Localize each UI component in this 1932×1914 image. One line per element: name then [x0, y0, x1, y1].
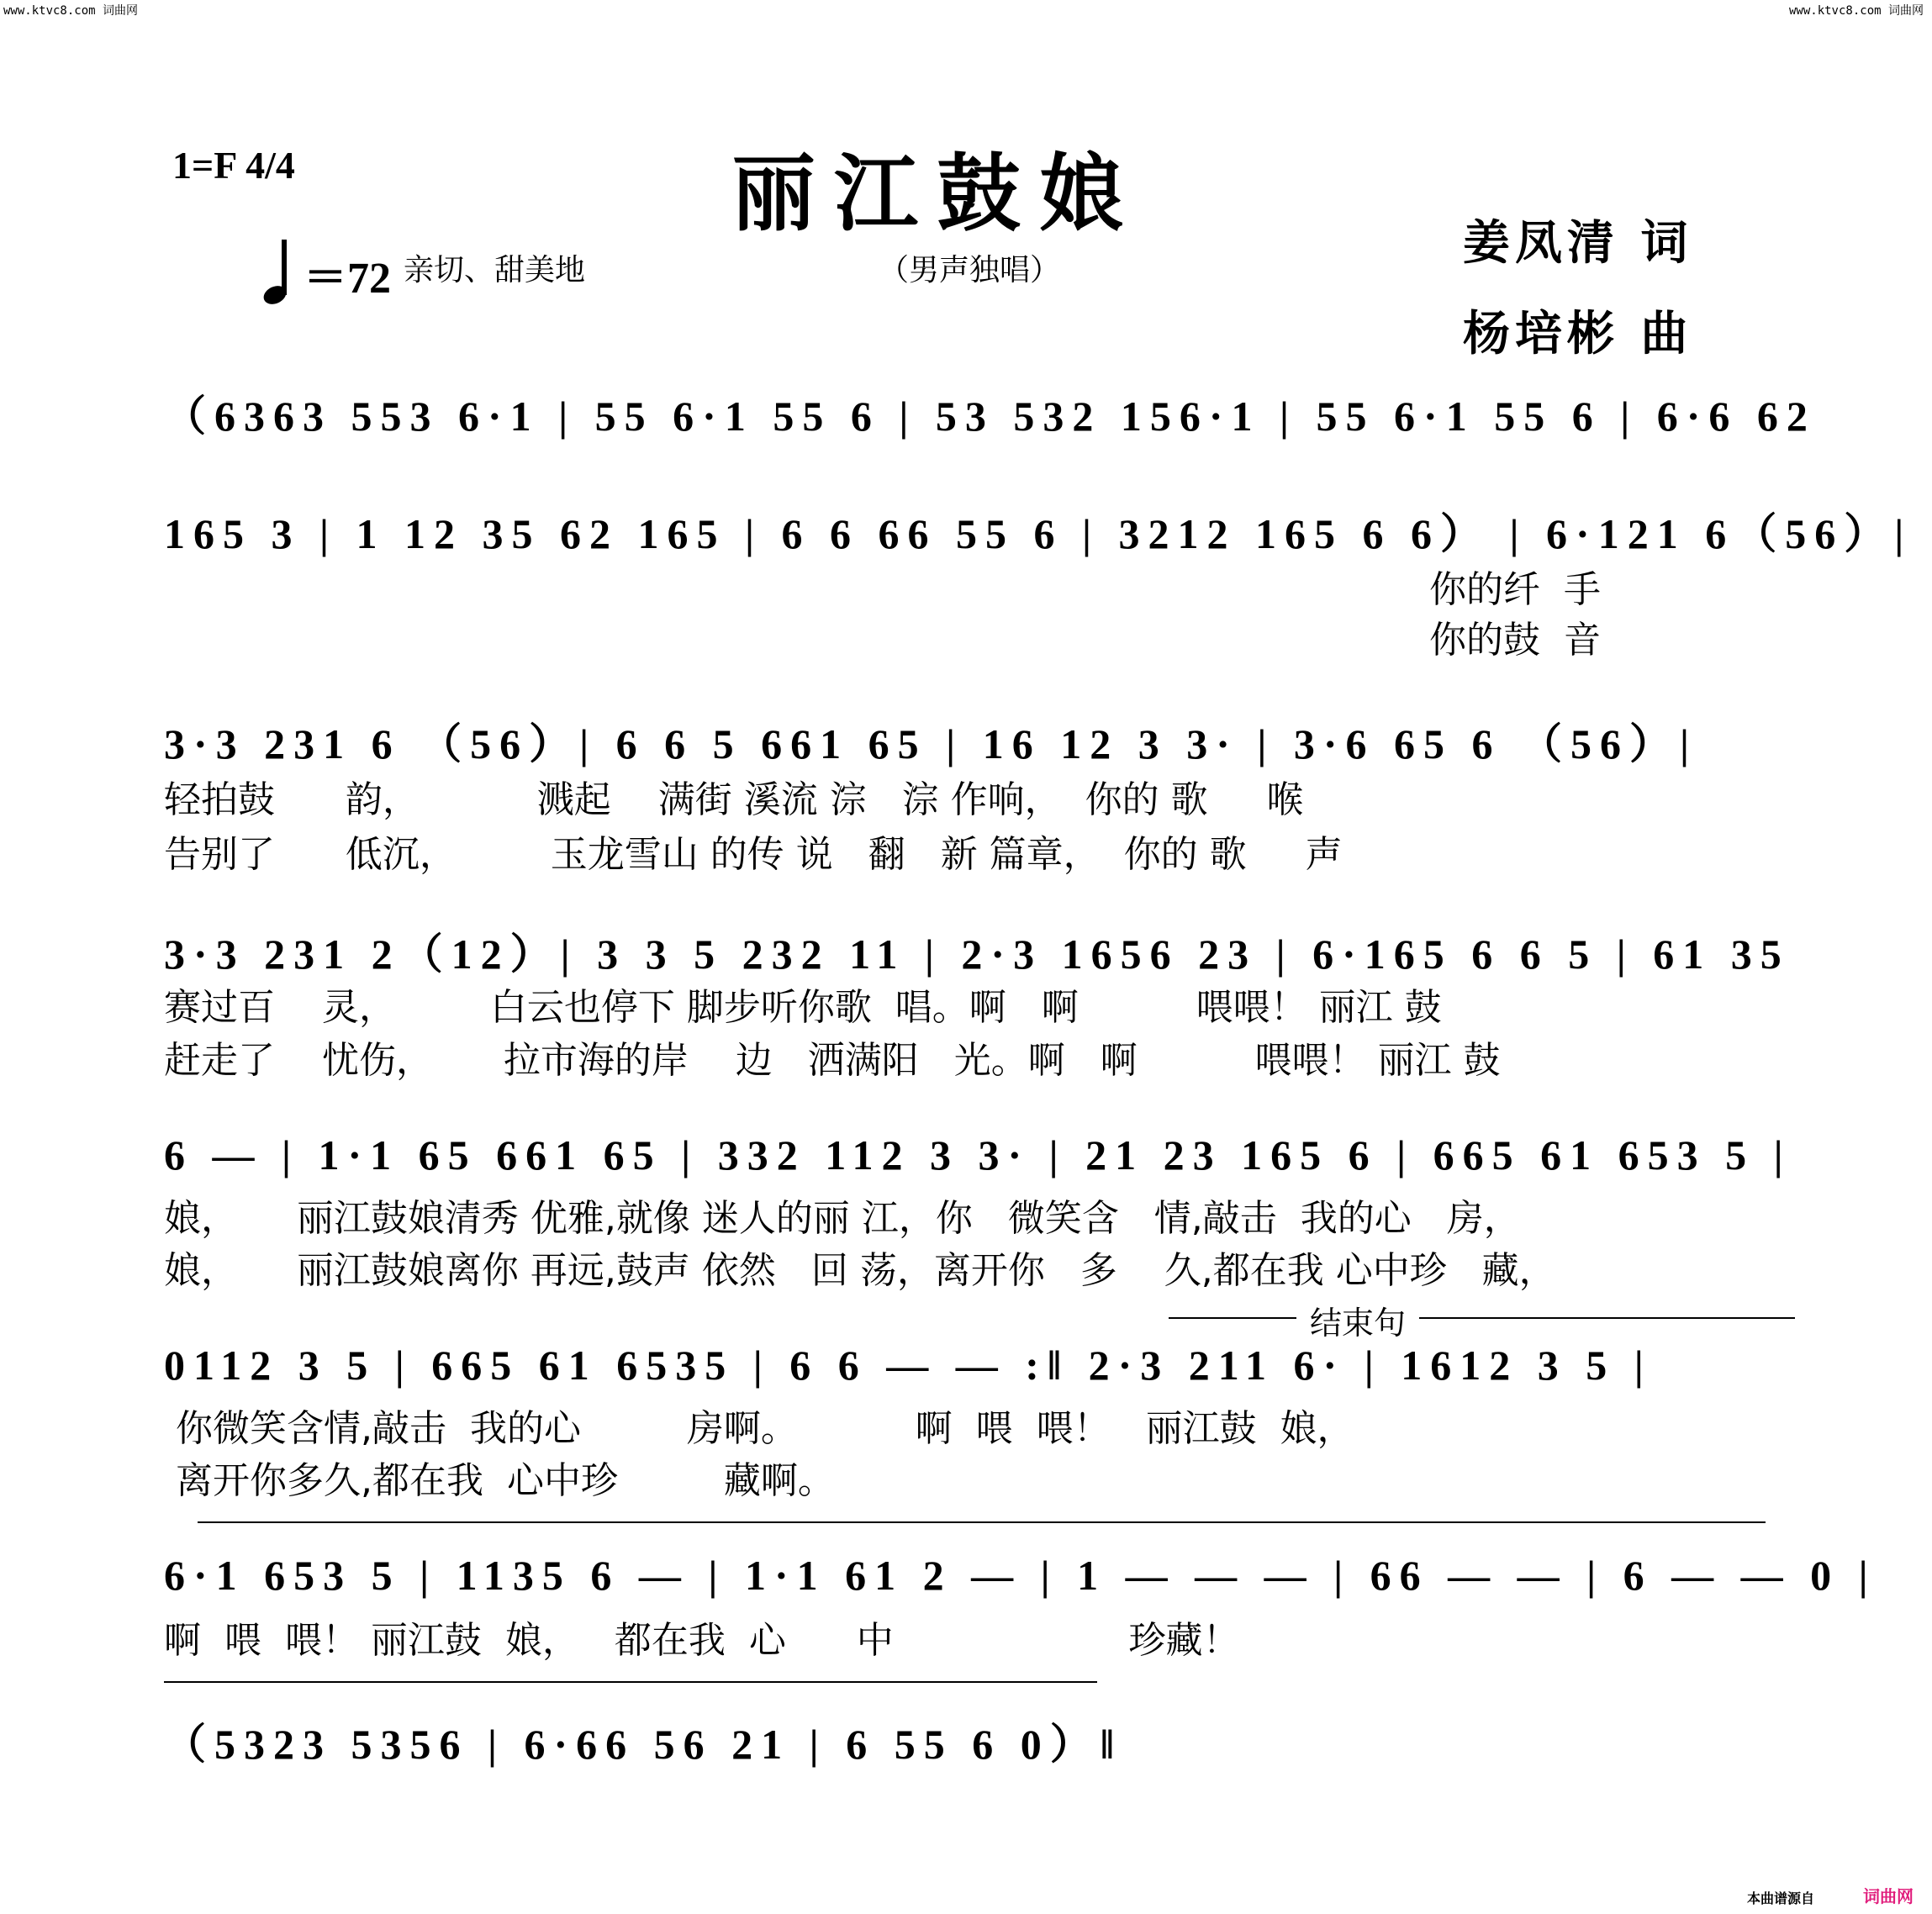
lyric-line-4b: 赶走了 忧伤， 拉市海的岸 边 洒满阳 光。啊 啊 喂喂！ 丽江 鼓: [164, 1039, 1501, 1082]
score-line-4: 3·3 231 2（12）| 3 3 5 232 11 | 2·3 1656 23 | 6·165 6 6 5 | 61 35: [164, 931, 1790, 978]
quarter-note-icon: [256, 240, 297, 305]
song-title: 丽江鼓娘: [731, 144, 1142, 243]
composer-credit: 杨培彬 曲: [1463, 307, 1693, 361]
tempo-value: ＝72: [304, 255, 392, 303]
lyric-line-6a: 你微笑含情,敲击 我的心 房啊。 啊 喂 喂！ 丽江鼓 娘，: [164, 1407, 1354, 1450]
score-line-8: （5323 5356 | 6·66 56 21 | 6 55 6 0）‖: [164, 1721, 1122, 1768]
lyricist-credit: 姜凤清 词: [1463, 216, 1693, 271]
lyric-line-5b: 娘， 丽江鼓娘离你 再远,鼓声 依然 回 荡，离开你 多 久,都在我 心中珍 藏，: [164, 1249, 1556, 1292]
lyric-line-5a: 娘， 丽江鼓娘清秀 优雅,就像 迷人的丽 江，你 微笑含 情,敲击 我的心 房，: [164, 1197, 1521, 1240]
score-line-5: 6 — | 1·1 65 661 65 | 332 112 3 3· | 21 23 165 6 | 665 61 653 5 |: [164, 1131, 1792, 1178]
lyric-line-3b: 告别了 低沉， 玉龙雪山 的传 说 翻 新 篇章， 你的 歌 声: [164, 833, 1343, 876]
expression-marking: 亲切、甜美地: [404, 253, 586, 287]
lyric-line-4a: 赛过百 灵， 白云也停下 脚步听你歌 唱。啊 啊 喂喂！ 丽江 鼓: [164, 986, 1442, 1029]
section-divider-2: [164, 1681, 1097, 1683]
footer-site-logo: 词曲网: [1863, 1886, 1914, 1906]
section-divider-1: [198, 1521, 1766, 1523]
score-line-2: 165 3 | 1 12 35 62 165 | 6 6 66 55 6 | 3212 165 6 6） | 6·121 6（56）|: [164, 510, 1913, 557]
score-line-6: 0112 3 5 | 665 61 6535 | 6 6 — — :‖ 2·3 211 6· | 1612 3 5 |: [164, 1342, 1652, 1389]
ending-bracket: [1169, 1299, 1795, 1342]
lyric-line-7: 啊 喂 喂！ 丽江鼓 娘， 都在我 心 中 珍藏！: [164, 1619, 1240, 1662]
watermark-left: www.ktvc8.com 词曲网: [3, 4, 139, 18]
tempo-marking: [256, 240, 391, 305]
score-line-1: （6363 553 6·1 | 55 6·1 55 6 | 53 532 156·1 | 55 6·1 55 6 | 6·6 62: [164, 393, 1816, 440]
key-signature: 1=F 4/4: [172, 144, 295, 187]
ending-label: 结束句: [1296, 1297, 1419, 1343]
lyric-line-3a: 轻拍鼓 韵， 溅起 满街 溪流 淙 淙 作响， 你的 歌 喉: [164, 778, 1304, 821]
ending-rule: [1169, 1317, 1795, 1319]
lyric-line-6b: 离开你多久,都在我 心中珍 藏啊。: [164, 1459, 835, 1502]
score-line-3: 3·3 231 6 （56）| 6 6 5 661 65 | 16 12 3 3· | 3·6 65 6 （56）|: [164, 720, 1698, 767]
lyric-line-2a: 你的纤 手: [1429, 568, 1601, 611]
voice-type: （男声独唱）: [879, 253, 1061, 287]
lyric-line-2b: 你的鼓 音: [1429, 619, 1601, 662]
footer-source: 本曲谱源自: [1746, 1890, 1814, 1906]
watermark-right: www.ktvc8.com 词曲网: [1788, 4, 1924, 18]
score-line-7: 6·1 653 5 | 1135 6 — | 1·1 61 2 — | 1 — — — | 66 — — | 6 — — 0 |: [164, 1552, 1877, 1599]
